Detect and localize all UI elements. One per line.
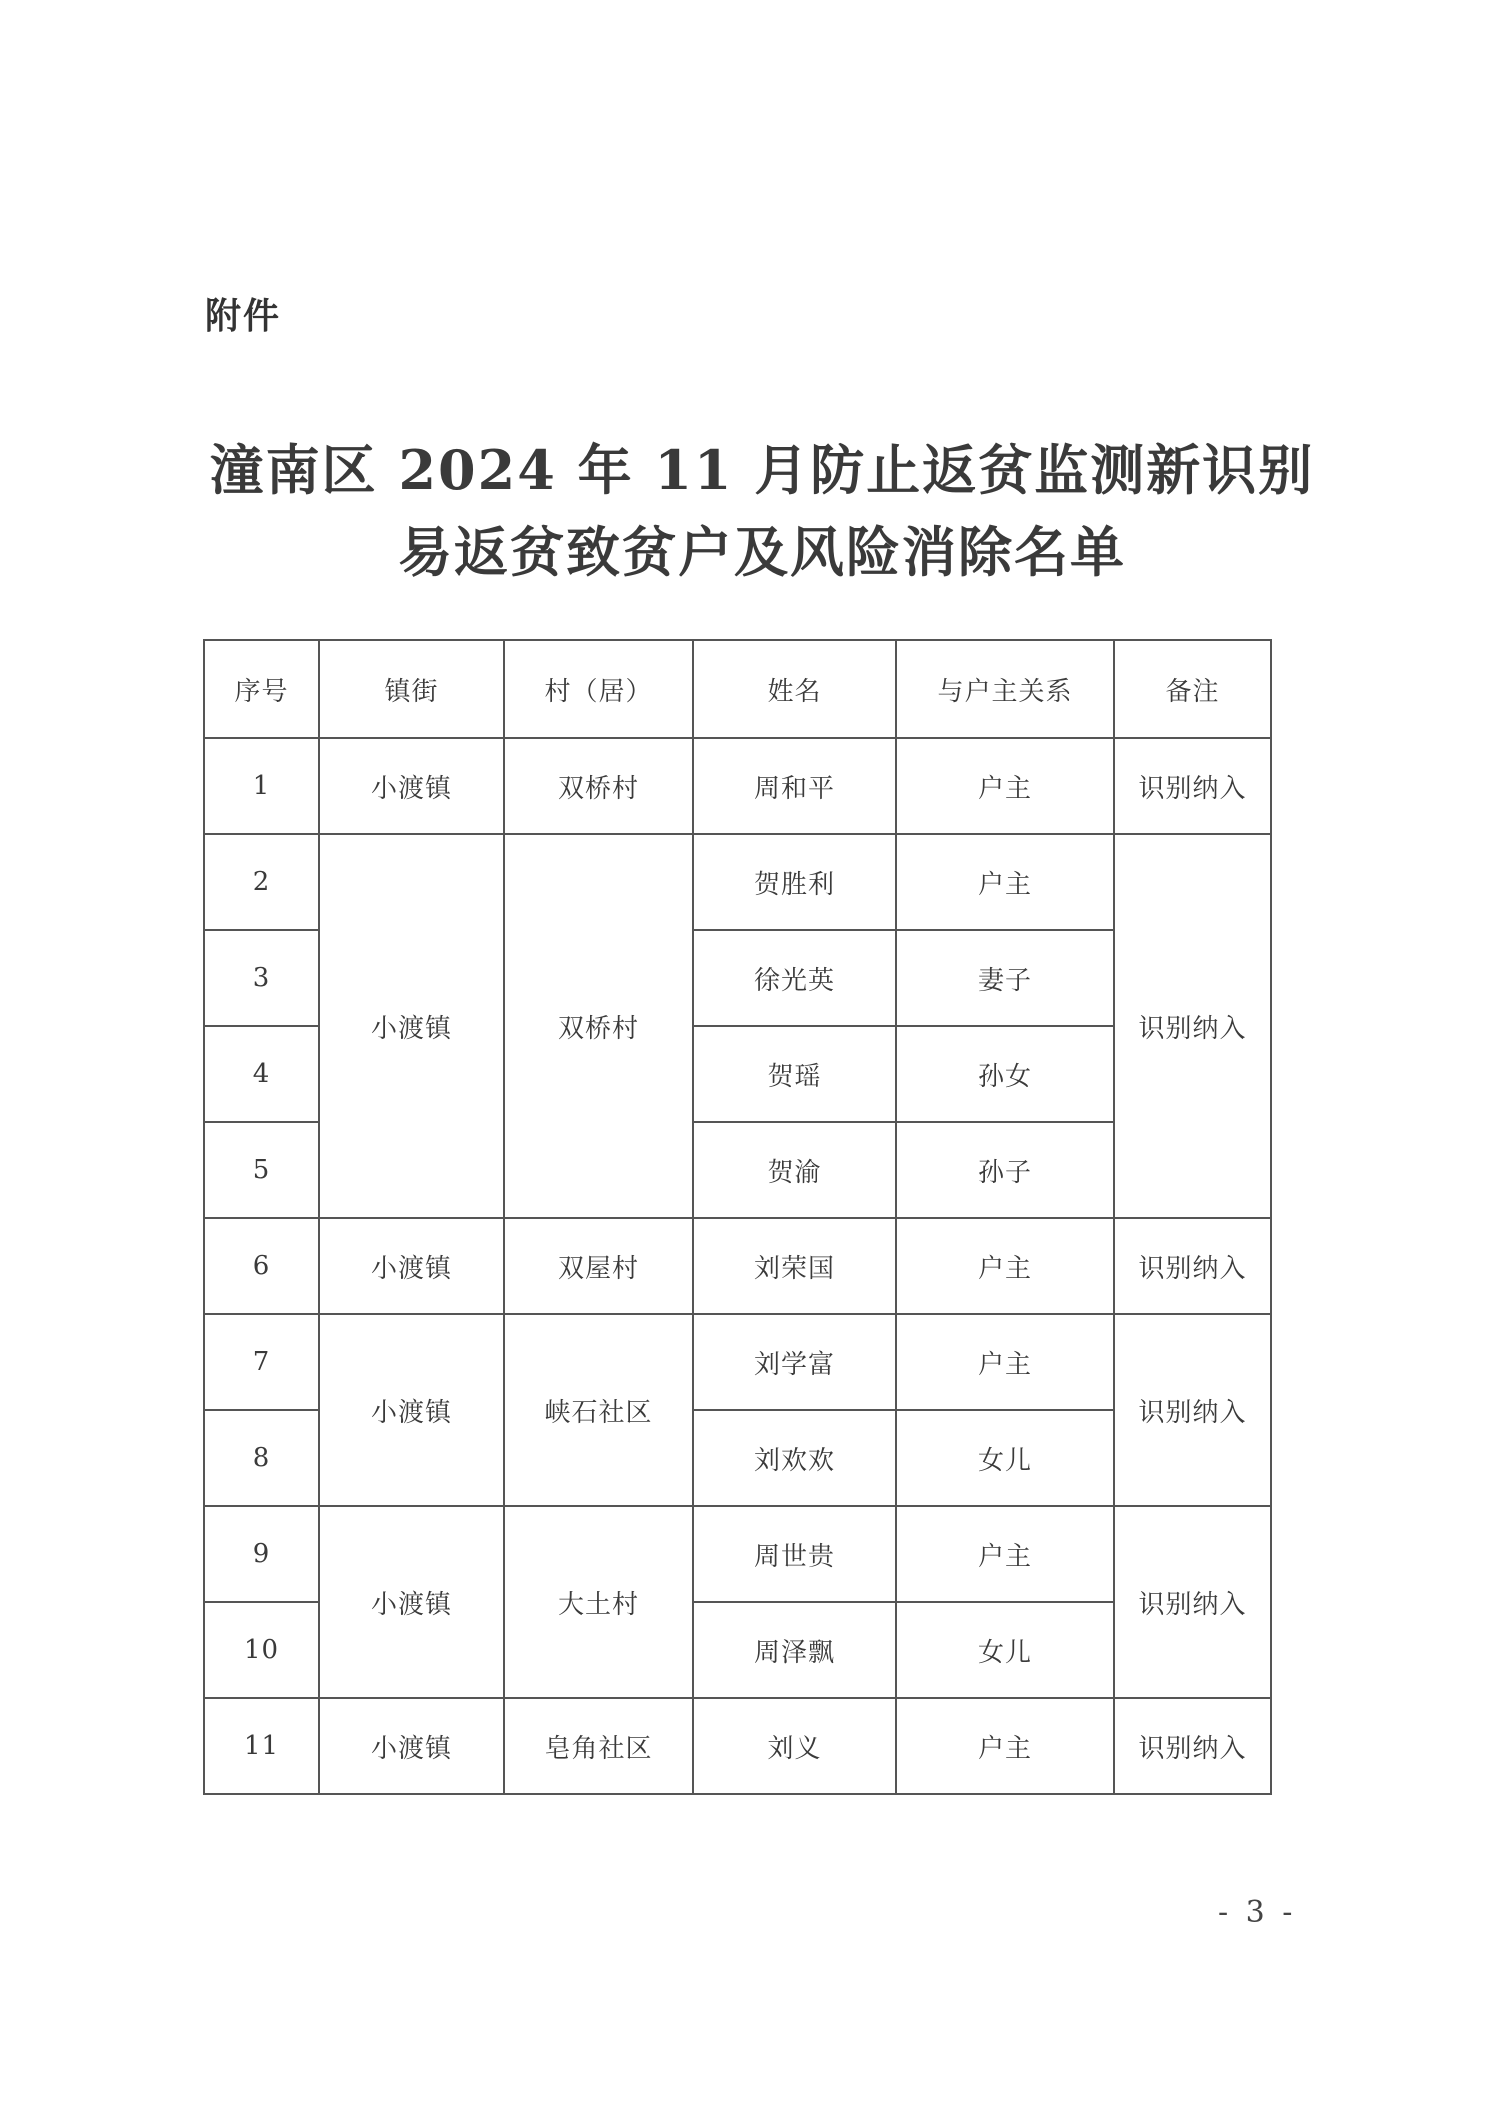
cell-village: 大土村	[504, 1506, 693, 1698]
cell-name: 周和平	[693, 738, 896, 834]
cell-relation: 户主	[896, 834, 1114, 930]
table-body	[204, 738, 1271, 1794]
cell-note: 识别纳入	[1114, 1698, 1271, 1794]
cell-village: 皂角社区	[504, 1698, 693, 1794]
cell-relation: 孙子	[896, 1122, 1114, 1218]
table-row	[204, 1506, 1271, 1602]
cell-serial-number: 11	[204, 1698, 319, 1794]
table-header	[204, 640, 1271, 738]
cell-relation: 户主	[896, 1698, 1114, 1794]
cell-name: 贺渝	[693, 1122, 896, 1218]
cell-relation: 女儿	[896, 1410, 1114, 1506]
header-note: 备注	[1114, 640, 1271, 738]
cell-relation: 户主	[896, 1314, 1114, 1410]
header-town: 镇街	[319, 640, 504, 738]
cell-note: 识别纳入	[1114, 1314, 1271, 1506]
cell-serial-number: 7	[204, 1314, 319, 1410]
cell-name: 徐光英	[693, 930, 896, 1026]
cell-serial-number: 3	[204, 930, 319, 1026]
cell-relation: 孙女	[896, 1026, 1114, 1122]
table-row	[204, 738, 1271, 834]
cell-town: 小渡镇	[319, 834, 504, 1218]
cell-serial-number: 9	[204, 1506, 319, 1602]
cell-town: 小渡镇	[319, 1698, 504, 1794]
cell-village: 峡石社区	[504, 1314, 693, 1506]
table-row	[204, 834, 1271, 930]
cell-name: 贺瑶	[693, 1026, 896, 1122]
cell-town: 小渡镇	[319, 1218, 504, 1314]
cell-note: 识别纳入	[1114, 738, 1271, 834]
cell-note: 识别纳入	[1114, 1506, 1271, 1698]
cell-relation: 户主	[896, 738, 1114, 834]
cell-town: 小渡镇	[319, 738, 504, 834]
cell-name: 刘欢欢	[693, 1410, 896, 1506]
cell-serial-number: 6	[204, 1218, 319, 1314]
page-number: - 3 -	[1218, 1895, 1297, 1930]
cell-name: 周世贵	[693, 1506, 896, 1602]
cell-name: 刘学富	[693, 1314, 896, 1410]
header-serial-number: 序号	[204, 640, 319, 738]
header-relation: 与户主关系	[896, 640, 1114, 738]
cell-town: 小渡镇	[319, 1506, 504, 1698]
cell-name: 贺胜利	[693, 834, 896, 930]
cell-note: 识别纳入	[1114, 1218, 1271, 1314]
document-title-line-2: 易返贫致贫户及风险消除名单	[398, 520, 1126, 584]
table-row	[204, 1698, 1271, 1794]
roster-table	[203, 639, 1272, 1795]
cell-name: 刘义	[693, 1698, 896, 1794]
table-row	[204, 1314, 1271, 1410]
cell-serial-number: 4	[204, 1026, 319, 1122]
header-name: 姓名	[693, 640, 896, 738]
cell-relation: 户主	[896, 1506, 1114, 1602]
cell-note: 识别纳入	[1114, 834, 1271, 1218]
header-row	[204, 640, 1271, 738]
attachment-label: 附件	[205, 296, 282, 337]
cell-town: 小渡镇	[319, 1314, 504, 1506]
cell-serial-number: 10	[204, 1602, 319, 1698]
cell-village: 双桥村	[504, 738, 693, 834]
cell-serial-number: 8	[204, 1410, 319, 1506]
document-title-line-1: 潼南区 2024 年 11 月防止返贫监测新识别	[209, 438, 1315, 502]
cell-relation: 户主	[896, 1218, 1114, 1314]
cell-name: 刘荣国	[693, 1218, 896, 1314]
cell-village: 双桥村	[504, 834, 693, 1218]
cell-relation: 女儿	[896, 1602, 1114, 1698]
table-row	[204, 1218, 1271, 1314]
header-village: 村（居）	[504, 640, 693, 738]
cell-serial-number: 2	[204, 834, 319, 930]
cell-serial-number: 5	[204, 1122, 319, 1218]
cell-name: 周泽飘	[693, 1602, 896, 1698]
cell-village: 双屋村	[504, 1218, 693, 1314]
cell-serial-number: 1	[204, 738, 319, 834]
cell-relation: 妻子	[896, 930, 1114, 1026]
